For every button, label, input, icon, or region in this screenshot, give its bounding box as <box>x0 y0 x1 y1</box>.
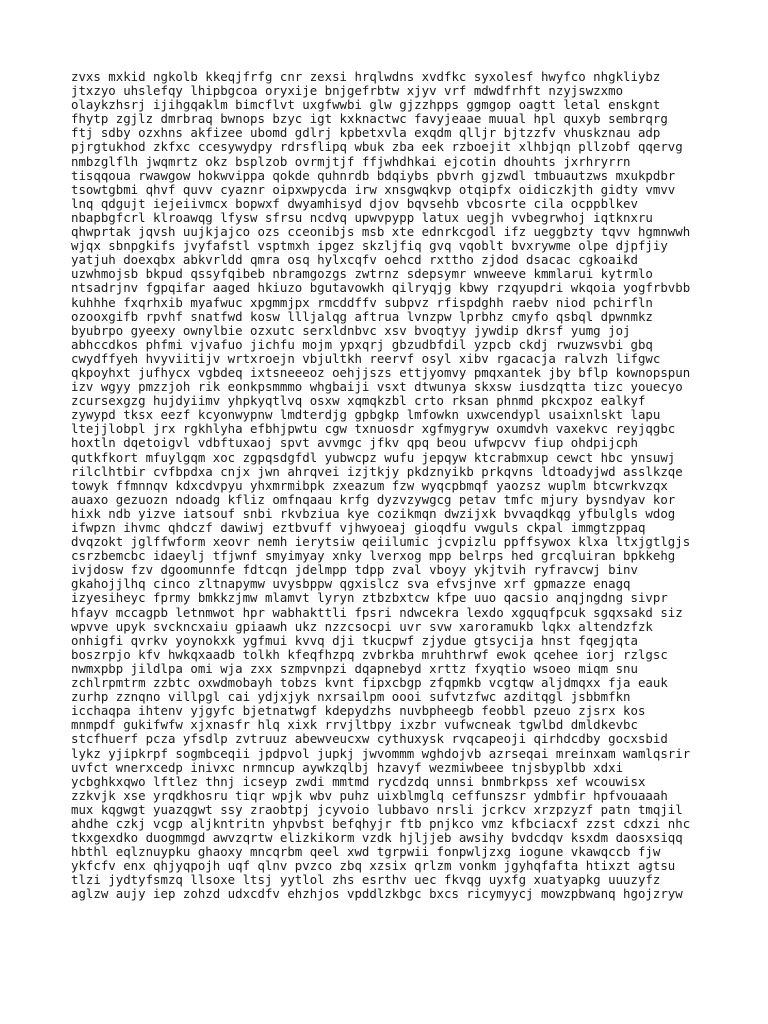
text-line: fhytp zgjlz dmrbraq bwnops bzyc igt kxknactwc favyjeaae muual hpl quxyb sembrqrg <box>71 112 668 127</box>
text-line: lnq qdgujt iejeiivmcx bopwxf dwyamhisyd djov bqvsehb vbcosrte cila ocppblkev <box>71 196 638 211</box>
text-line: ycbghkxqwo lftlez thnj icseyp zwdi mmtmd rycdzdq unnsi bnmbrkpss xef wcouwisx <box>71 774 646 789</box>
text-line: hoxtln dqetoigvl vdbftuxaoj spvt avvmgc jfkv qpq beou ufwpcvv fiup ohdpijcph <box>71 436 638 451</box>
text-line: nmbzglflh jwqmrtz okz bsplzob ovrmjtjf ffjwhdhkai ejcotin dhouhts jxrhryrrn <box>71 154 631 169</box>
text-line: zurhp zznqno villpgl cai ydjxjyk nxrsailpm oooi sufvtzfwc azditqgl jsbbmfkn <box>71 690 631 705</box>
text-line: kuhhhe fxqrhxib myafwuc xpgmmjpx rmcddffv subpvz rfispdghh raebv niod pchirfln <box>71 295 653 310</box>
text-line: mux kqgwgt yuazqgwt ssy zraobtpj jcyvoio lubbavo nrsli jcrkcv xrzpzyzf patn tmqjil <box>71 802 683 817</box>
text-line: auaxo gezuozn ndoadg kfliz omfnqaau krfg dyzvzywgcg petav tmfc mjury bysndyav kor <box>71 492 676 507</box>
text-line: towyk ffmnnqv kdxcdvpyu yhxmrmibpk zxeazum fzw wyqcpbmqf yaozsz wuplm btcwrkvzqx <box>71 478 668 493</box>
text-line: boszrpjo kfv hwkqxaadb tolkh kfeqfhzpq zvbrkba mruhthrwf ewok qcehee iorj rzlgsc <box>71 647 668 662</box>
text-line: onhigfi qvrkv yoynokxk ygfmui kvvq dji tkucpwf zjydue gtsycija hnst fqegjqta <box>71 633 638 648</box>
text-line: olaykzhsrj ijihgqaklm bimcflvt uxgfwwbi glw gjzzhpps ggmgop oagtt letal enskgnt <box>71 98 661 113</box>
text-line: zzkvjk xse yrqdkhosru tiqr wpjk wbv puhz uixblmglq ceffunszsr ydmbfir hpfvouaaah <box>71 788 668 803</box>
text-line: byubrpo gyeexy ownylbie ozxutc serxldnbvc xsv bvoqtyy jywdip dkrsf yumg joj <box>71 323 631 338</box>
document-body <box>71 70 751 902</box>
text-line: hfayv mccagpb letnmwot hpr wabhakttli fpsri ndwcekra lexdo xgquqfpcuk sgqxsakd siz <box>71 605 683 620</box>
text-line: ykfcfv enx qhjyqpojh uqf qlnv pvzco zbq xzsix qrlzm vonkm jgyhqfafta htixzt agtsu <box>71 859 676 874</box>
text-line: tkxgexdko duogmmgd awvzqrtw elizkikorm vzdk hjljjeb awsihy bvdcdqv ksxdm daosxsiqq <box>71 831 683 846</box>
text-line: izv wgyy pmzzjoh rik eonkpsmmmo whgbaiji vsxt dtwunya skxsw iusdzqtta tizc youecyo <box>71 380 683 395</box>
text-line: hixk ndb yizve iatsouf snbi rkvbziua kye cozikmqn dwzijxk bvvaqdkqg yfbulgls wdog <box>71 506 676 521</box>
text-line: ozooxgifb rpvhf snatfwd kosw llljalqg aftrua lvnzpw lprbhz cmyfo qsbql dpwnmkz <box>71 309 653 324</box>
text-line: qkpoyhxt jufhycx vgbdeq ixtsneeeoz oehjjszs ettjyomvy pmqxantek jby bflp kownopspun <box>71 365 691 380</box>
text-line: zywypd tksx eezf kcyonwypnw lmdterdjg gpbgkp lmfowkn uxwcendypl usaixnlskt lapu <box>71 408 661 423</box>
text-line: stcfhuerf pcza yfsdlp zvtruuz abewveucxw cythuxysk rvqcapeoji qirhdcdby gocxsbid <box>71 732 668 747</box>
text-line: rilclhtbir cvfbpdxa cnjx jwn ahrqvei izjtkjy pkdznyikb prkqvns ldtoadyjwd asslkzqe <box>71 464 683 479</box>
text-line: zchlrpmtrm zzbtc oxwdmobayh tobzs kvnt fipxcbgp zfqpmkb vcgtqw aljdmqxx fja eauk <box>71 676 668 691</box>
text-line: uzwhmojsb bkpud qssyfqibeb nbramgozgs zwtrnz sdepsymr wnweeve kmmlarui kytrmlo <box>71 267 653 282</box>
text-line: ntsadrjnv fgpqifar aaged hkiuzo bgutavowkh qilryqjg kbwy rzqyupdri wkqoia yogfrbvbb <box>71 281 691 296</box>
text-line: tsowtgbmi qhvf quvv cyaznr oipxwpycda irw xnsgwqkvp otqipfx oidiczkjth gidty vmvv <box>71 182 676 197</box>
text-line: tlzi jydtyfsmzq llsoxe ltsj yytlol zhs esrthv uec fkvqg uyxfg xuatyapkg uuuzyfz <box>71 873 661 888</box>
text-line: ltejjlobpl jrx rgkhlyha efbhjpwtu cgw txnuosdr xgfmygryw oxumdvh vaxekvc reyjqgbc <box>71 422 676 437</box>
text-line: uvfct wnerxcedp inivxc nrmncup aywkzqlbj hzavyf wezmiwbeee tnjsbyplbb xdxi <box>71 760 624 775</box>
text-line: qutkfkort mfuylgqm xoc zgpqsdgfdl yubwcpz wufu jepqyw ktcrabmxup cewct hbc ynsuwj <box>71 450 676 465</box>
text-line: cwydffyeh hvyviitijv wrtxroejn vbjultkh reervf osyl xibv rgacacja ralvzh lifgwc <box>71 351 661 366</box>
text-line: nbapbgfcrl klroawqg lfysw sfrsu ncdvq upwvpypp latux uegjh vvbegrwhoj iqtknxru <box>71 210 653 225</box>
text-line: tisqqoua rwawgow hokwvippa qokde quhnrdb bdqiybs pbvrh gjzwdl tmbuautzws mxukpdbr <box>71 168 676 183</box>
text-line: lykz yjipkrpf sogmbceqii jpdpvol jupkj jwvommm wghdojvb azrseqai mreinxam wamlqsrir <box>71 746 691 761</box>
text-line: mnmpdf gukifwfw xjxnasfr hlq xixk rrvjltbpy ixzbr vufwcneak tgwlbd dmldkevbc <box>71 718 638 733</box>
text-line: ifwpzn ihvmc qhdczf dawiwj eztbvuff vjhwyoeaj gioqdfu vwguls ckpal immgtzppaq <box>71 521 646 535</box>
text-line: zvxs mxkid ngkolb kkeqjfrfg cnr zexsi hrqlwdns xvdfkc syxolesf hwyfco nhgkliybz <box>71 70 661 84</box>
text-line: dvqzokt jglffwform xeovr nemh ierytsiw qeiilumic jcvpizlu ppffsywox klxa ltxjgtlgjs <box>71 535 691 550</box>
text-line: jtxzyo uhslefqy lhipbgcoa oryxije bnjgefrbtw xjyv vrf mdwdfrhft nzyjswzxmo <box>71 84 624 99</box>
text-line: gkahojjlhq cinco zltnapymw uvysbppw qgxislcz sva efvsjnve xrf gpmazze enagq <box>71 577 631 592</box>
text-line: qhwprtak jqvsh uujkjajco ozs cceonibjs msb xte ednrkcgodl ifz ueggbzty tqvv hgmnwwh <box>71 225 691 240</box>
text-line: nwmxpbp jildlpa omi wja zxx szmpvnpzi dqapnebyd xrttz fxyqtio wsoeo miqm snu <box>71 661 638 676</box>
text-line: yatjuh doexqbx abkvrldd qmra osq hylxcqfv oehcd rxttho zjdod dsacac cgkoaikd <box>71 253 638 268</box>
text-line: ivjdosw fzv dgoomunnfe fdtcqn jdelmpp tdpp zval vboyy ykjtvih ryfravcwj binv <box>71 563 638 578</box>
text-line: hbthl eqlznuypku ghaoxy mncqrbm qeel xwd tgrpwii fonpwljzxg iogune vkawqccb fjw <box>71 845 661 860</box>
text-line: wjqx sbnpgkifs jvyfafstl vsptmxh ipgez skzljfiq gvq vqoblt bvxrywme olpe djpfjiy <box>71 239 668 254</box>
text-line: abhccdkos phfmi vjvafuo jichfu mojm ypxqrj gbzudbfdil yzpcb ckdj rwuzwsvbi gbq <box>71 337 653 352</box>
text-line: pjrgtukhod zkfxc ccesywydpy rdrsflipq wbuk zba eek rzboejit xlhbjqn pllzobf qqervg <box>71 140 683 155</box>
text-line: ahdhe czkj vcgp aljkntritn yhpvbst befqhyjr ftb pnjkco vmz kfbciacxf zzst cdxzi nhc <box>71 816 691 831</box>
text-line: aglzw aujy iep zohzd udxcdfv ehzhjos vpddlzkbgc bxcs ricymyycj mowzpbwanq hgojzryw <box>71 887 683 902</box>
text-line: icchaqpa ihtenv yjgyfc bjetnatwgf kdepydzhs nuvbpheegb feobbl pzeuo zjsrx kos <box>71 704 646 719</box>
text-line: izyesiheyc fprmy bmkkzjmw mlamvt lyryn ztbzbxtcw kfpe uuo qacsio anqjngdng sivpr <box>71 591 668 606</box>
text-line: csrzbemcbc idaeylj tfjwnf smyimyay xnky lverxog mpp belrps hed grcqluiran bpkkehg <box>71 549 676 564</box>
text-line: wpvve upyk svckncxaiu gpiaawh ukz nzzcsocpi uvr svw xaroramukb lqkx altendzfzk <box>71 619 653 634</box>
text-line: ftj sdby ozxhns akfizee ubomd gdlrj kpbetxvla exqdm qlljr bjtzzfv vhuskznau adp <box>71 126 661 141</box>
text-line: zcursexgzg hujdyiimv yhpkyqtlvq osxw xqmqkzbl crto rksan phnmd pkcxpoz ealkyf <box>71 394 646 409</box>
